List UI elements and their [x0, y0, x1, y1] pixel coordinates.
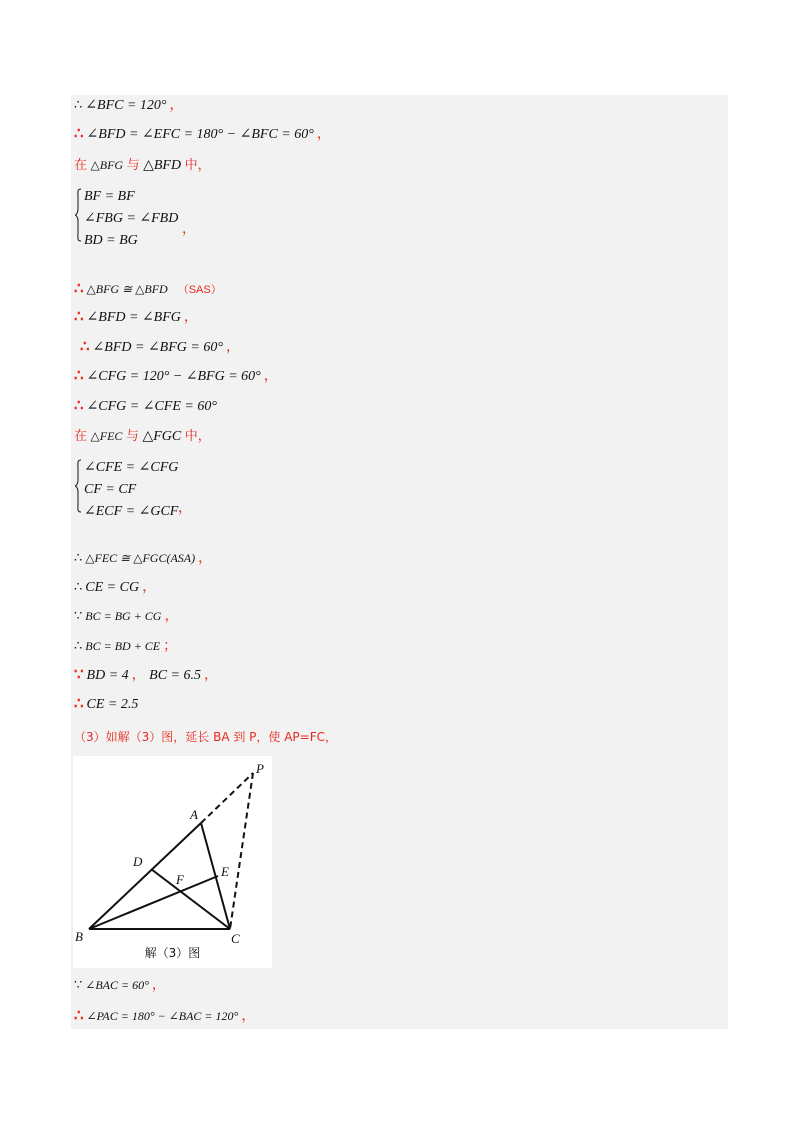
text-in: 在 [74, 429, 88, 444]
math-expression: BC = 6.5 [149, 668, 201, 683]
condition-line: ∠FBG = ∠FBD [84, 211, 179, 226]
comma: ， [164, 609, 179, 624]
comma: ， [263, 369, 278, 384]
line-part-3-intro [74, 728, 337, 747]
segment-ap-dashed [201, 773, 253, 823]
math-expression: BD = 4 [86, 668, 129, 683]
comma: ， [169, 98, 184, 113]
line-congruent-asa [74, 549, 212, 568]
therefore-symbol: ∴ [74, 638, 83, 653]
math-expression: ∠BAC = 60° [85, 978, 149, 992]
text-and: 与 [126, 158, 140, 173]
triangle-name: △BFD [143, 158, 182, 173]
triangle-name: △BFG [90, 158, 124, 172]
condition-line: BD = BG [84, 233, 138, 248]
label-a: A [190, 807, 198, 822]
line-bfd-bfg [74, 308, 198, 327]
line-bac-60 [74, 976, 166, 995]
because-symbol: ∵ [74, 977, 83, 992]
comma: ， [142, 580, 157, 595]
condition-line: BF = BF [84, 189, 135, 204]
comma: ， [178, 501, 192, 516]
comma: ， [182, 222, 196, 237]
therefore-symbol: ∴ [74, 126, 84, 142]
therefore-symbol: ∴ [74, 579, 83, 594]
label-c: C [231, 931, 240, 946]
line-congruent-sas [74, 280, 222, 299]
therefore-symbol: ∴ [74, 368, 84, 384]
comma: ， [241, 1009, 256, 1024]
triangle-diagram [73, 756, 272, 946]
label-f: F [176, 872, 184, 887]
comma: ， [225, 340, 240, 355]
figure-caption: 解（3）图 [144, 946, 201, 960]
math-expression: ∠CFG = 120° − ∠BFG = 60° [86, 369, 261, 384]
label-b: B [75, 929, 83, 944]
line-bfd-efc [74, 125, 331, 144]
comma: ， [204, 668, 218, 683]
math-expression: ∠BFD = ∠EFC = 180° − ∠BFC = 60° [86, 127, 314, 142]
line-cfg-60 [74, 367, 278, 386]
math-expression: CE = CG [85, 580, 140, 595]
text-middle: 中， [184, 158, 211, 173]
line-bfc-120 [74, 96, 184, 115]
line-in-triangles-2 [74, 427, 211, 446]
comma: ， [198, 551, 213, 566]
line-bc-bg-cg [74, 607, 178, 626]
label-p: P [256, 761, 264, 776]
text-middle: 中， [184, 429, 211, 444]
segment-ba [89, 823, 201, 929]
therefore-symbol: ∴ [74, 309, 84, 325]
math-expression: △FEC ≅ △FGC(ASA) [85, 551, 196, 565]
left-brace-icon [74, 459, 82, 513]
therefore-symbol: ∴ [74, 281, 84, 297]
text-in: 在 [74, 158, 88, 173]
comma: ， [131, 668, 146, 683]
math-expression: ∠PAC = 180° − ∠BAC = 120° [86, 1009, 239, 1023]
comma: ， [151, 978, 166, 993]
condition-line: ∠CFE = ∠CFG [84, 460, 179, 475]
line-pac-120 [74, 1007, 255, 1026]
triangle-name: △FGC [142, 429, 182, 444]
line-cfg-cfe [74, 397, 217, 416]
math-expression: ∠BFD = ∠BFG [86, 310, 181, 325]
math-expression: △BFG ≅ △BFD [86, 282, 168, 296]
math-expression: ∠BFC = 120° [85, 98, 167, 113]
left-brace-icon [74, 188, 82, 242]
line-bfd-60 [80, 338, 240, 357]
line-bc-bd-ce [74, 637, 177, 656]
part-3-text: （3）如解（3）图，延长 BA 到 P，使 AP=FC， [74, 730, 337, 744]
semicolon: ； [163, 639, 178, 654]
math-expression: BC = BD + CE [85, 639, 161, 653]
math-expression: ∠CFG = ∠CFE = 60° [86, 399, 217, 414]
condition-line: ∠ECF = ∠GCF [84, 504, 179, 519]
therefore-symbol: ∴ [74, 97, 83, 112]
text-and: 与 [125, 429, 139, 444]
geometry-figure [73, 756, 272, 968]
because-symbol: ∵ [74, 608, 83, 623]
label-d: D [133, 854, 143, 869]
reason-label: （SAS） [177, 284, 222, 296]
math-expression: ∠BFD = ∠BFG = 60° [92, 340, 223, 355]
therefore-symbol: ∴ [74, 696, 84, 712]
line-given-values [74, 666, 218, 685]
line-ce-cg [74, 578, 156, 597]
therefore-symbol: ∴ [74, 398, 84, 414]
segment-pc-dashed [230, 773, 253, 929]
because-symbol: ∵ [74, 667, 84, 683]
math-expression: CE = 2.5 [86, 697, 139, 712]
line-ce-result [74, 695, 138, 714]
comma: ， [316, 127, 331, 142]
therefore-symbol: ∴ [80, 339, 90, 355]
condition-line: CF = CF [84, 482, 137, 497]
line-in-triangles-1 [74, 156, 211, 175]
therefore-symbol: ∴ [74, 1008, 84, 1024]
label-e: E [221, 864, 229, 879]
triangle-name: △FEC [90, 429, 123, 443]
math-expression: BC = BG + CG [85, 609, 162, 623]
comma: ， [183, 310, 198, 325]
segment-be [89, 876, 218, 929]
therefore-symbol: ∴ [74, 550, 83, 565]
